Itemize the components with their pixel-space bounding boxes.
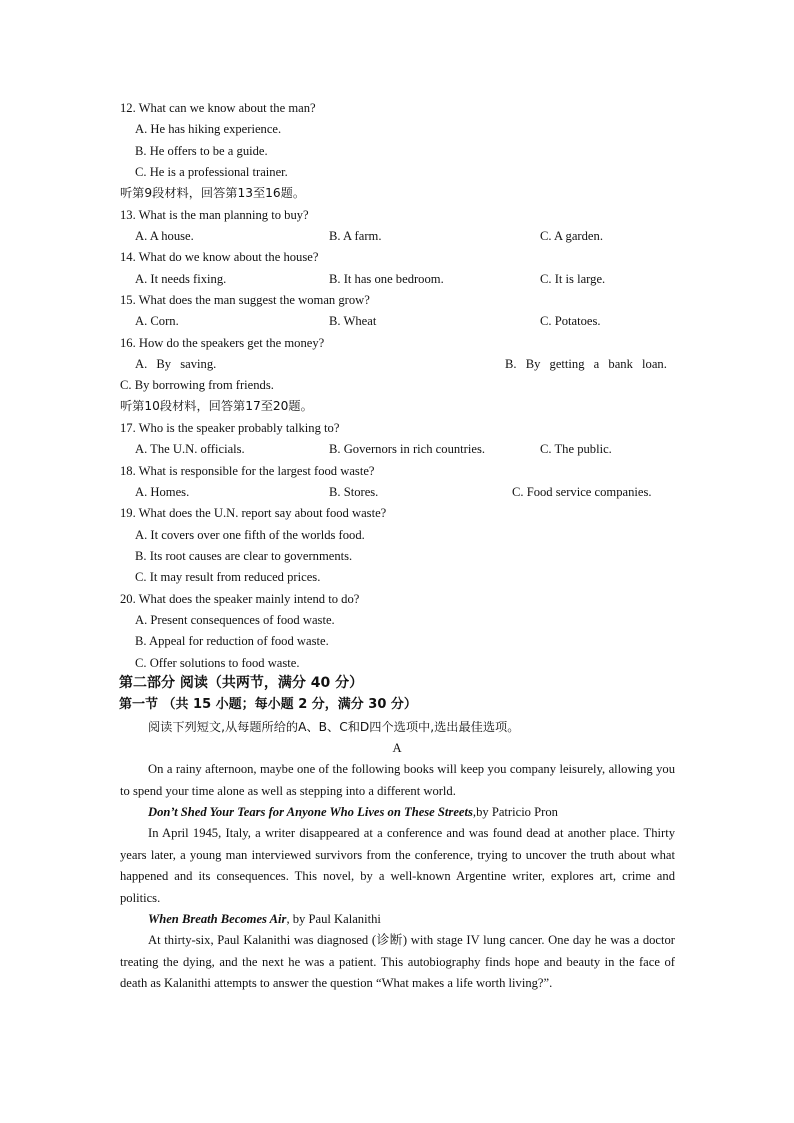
q13-option-b: B. A farm. [329, 229, 382, 243]
q13-option-a: A. A house. [135, 229, 194, 243]
q14-option-c: C. It is large. [540, 272, 606, 286]
q18-option-c: C. Food service companies. [512, 485, 652, 499]
q15-option-c: C. Potatoes. [540, 314, 601, 328]
q18-question: 18. What is responsible for the largest food waste? [120, 464, 375, 478]
q19-option-c: C. It may result from reduced prices. [135, 570, 321, 584]
q19-option-a: A. It covers over one fifth of the worlds food. [135, 528, 365, 542]
reading-instruction: 阅读下列短文,从每题所给的A、B、C和D四个选项中,选出最佳选项。 [148, 720, 520, 734]
book2-title: When Breath Becomes Air [148, 912, 287, 926]
q12-question: 12. What can we know about the man? [120, 101, 316, 115]
book2-author: , by Paul Kalanithi [286, 912, 381, 926]
q16-option-c: C. By borrowing from friends. [120, 378, 274, 392]
q15-option-a: A. Corn. [135, 314, 179, 328]
q17-option-a: A. The U.N. officials. [135, 442, 245, 456]
q20-question: 20. What does the speaker mainly intend to do? [120, 592, 360, 606]
book2-heading [148, 911, 381, 927]
q16-option-a: A. By saving. [135, 357, 217, 371]
book1-description: In April 1945, Italy, a writer disappeared at a conference and was found dead at another place. Thirty years later, a young man interviewed survivors from the conference, trying to uncover the truth about what happened and its consequences. This novel, by a well-known Argentine writer, explores art, crime and politics. [120, 826, 675, 905]
passage-label: A [392, 741, 402, 755]
q18-option-a: A. Homes. [135, 485, 190, 499]
book2-description: At thirty-six, Paul Kalanithi was diagnosed (诊断) with stage IV lung cancer. One day he was a doctor treating the dying, and the next he was a patient. This autobiography finds hope and beauty in the face of death as Kalanithi attempts to answer the question “What makes a life worth living?”. [120, 933, 675, 990]
q12-option-c: C. He is a professional trainer. [135, 165, 288, 179]
material-9-instruction: 听第9段材料，回答第13至16题。 [120, 186, 306, 200]
q14-question: 14. What do we know about the house? [120, 250, 319, 264]
q12-option-a: A. He has hiking experience. [135, 122, 282, 136]
q19-option-b: B. Its root causes are clear to governments. [135, 549, 353, 563]
section1-heading: 第一节 （共 15 小题；每小题 2 分，满分 30 分） [119, 697, 417, 712]
q15-option-b: B. Wheat [329, 314, 377, 328]
q17-option-b: B. Governors in rich countries. [329, 442, 485, 456]
book1-author: ,by Patricio Pron [472, 805, 558, 819]
q20-option-b: B. Appeal for reduction of food waste. [135, 634, 329, 648]
part2-heading: 第二部分 阅读（共两节，满分 40 分） [119, 675, 364, 691]
q16-option-b: B. By getting a bank loan. [505, 357, 667, 371]
q13-question: 13. What is the man planning to buy? [120, 208, 309, 222]
book1-heading [148, 804, 558, 820]
q18-option-b: B. Stores. [329, 485, 379, 499]
book1-title: Don’t Shed Your Tears for Anyone Who Lives on These Streets [148, 805, 473, 819]
q12-option-b: B. He offers to be a guide. [135, 144, 268, 158]
q20-option-a: A. Present consequences of food waste. [135, 613, 335, 627]
q14-option-b: B. It has one bedroom. [329, 272, 444, 286]
q17-option-c: C. The public. [540, 442, 612, 456]
passage-intro: On a rainy afternoon, maybe one of the following books will keep you company leisurely, allowing you to spend your time alone as well as stepping into a different world. [120, 762, 675, 798]
q13-option-c: C. A garden. [540, 229, 603, 243]
q17-question: 17. Who is the speaker probably talking to? [120, 421, 340, 435]
q15-question: 15. What does the man suggest the woman grow? [120, 293, 370, 307]
material-10-instruction: 听第10段材料，回答第17至20题。 [120, 399, 313, 413]
q14-option-a: A. It needs fixing. [135, 272, 227, 286]
q20-option-c: C. Offer solutions to food waste. [135, 656, 300, 670]
q16-question: 16. How do the speakers get the money? [120, 336, 325, 350]
q19-question: 19. What does the U.N. report say about food waste? [120, 506, 387, 520]
